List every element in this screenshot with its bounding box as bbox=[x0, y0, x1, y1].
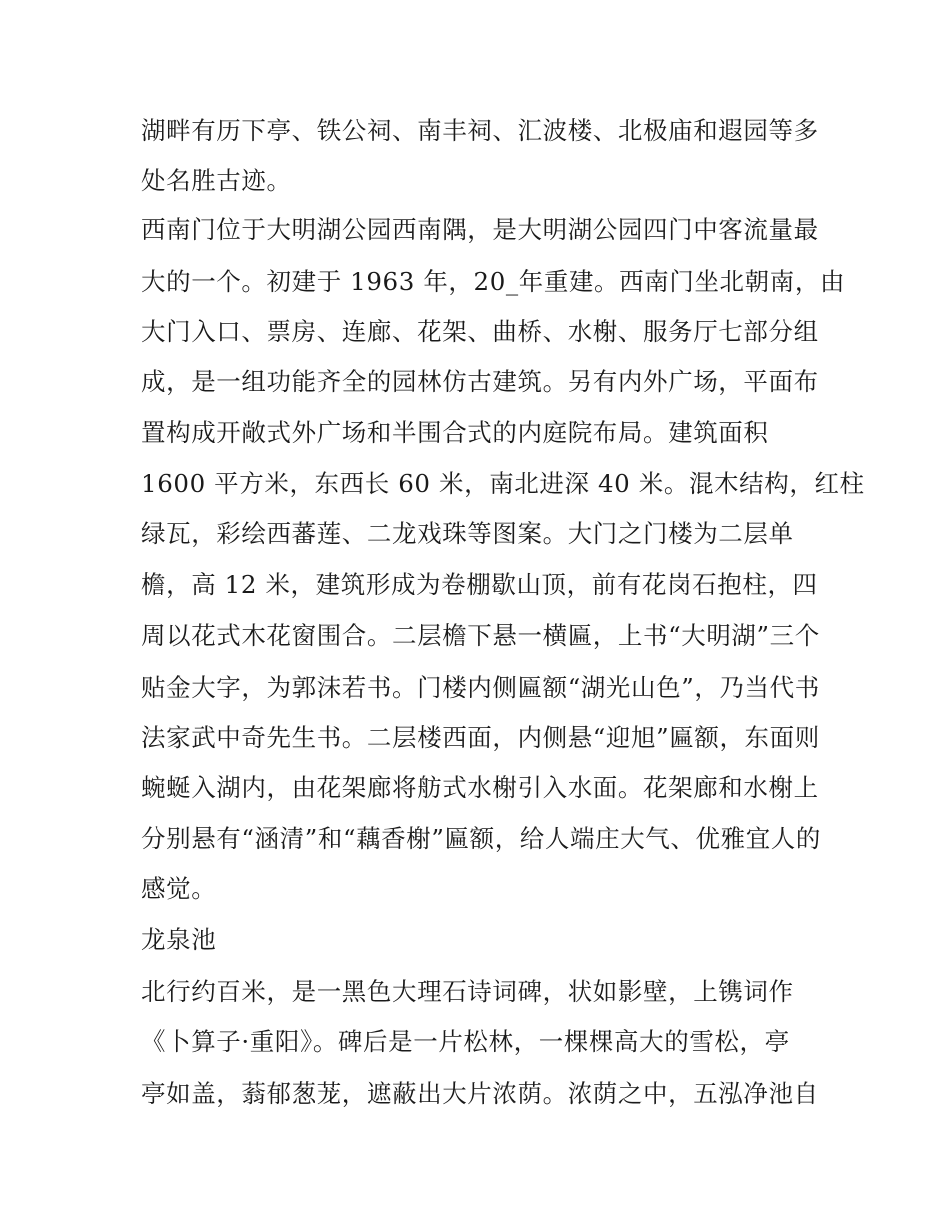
text-line: 置构成开敞式外广场和半围合式的内庭院布局。建筑面积 bbox=[141, 418, 769, 447]
text-line: 檐，高 12 米，建筑形成为卷棚歇山顶，前有花岗石抱柱，四 bbox=[141, 570, 818, 599]
text-line: 绿瓦，彩绘西蕃莲、二龙戏珠等图案。大门之门楼为二层单 bbox=[141, 519, 794, 548]
section-heading: 龙泉池 bbox=[141, 925, 217, 954]
text-line: 湖畔有历下亭、铁公祠、南丰祠、汇波楼、北极庙和遐园等多 bbox=[141, 116, 819, 145]
text-line: 蜿蜒入湖内，由花架廊将舫式水榭引入水面。花架廊和水榭上 bbox=[141, 773, 819, 802]
text-line: 《卜算子·重阳》。碑后是一片松林，一棵棵高大的雪松，亭 bbox=[141, 1027, 790, 1056]
text-line: 法家武中奇先生书。二层楼西面，内侧悬“迎旭”匾额，东面则 bbox=[141, 723, 820, 752]
text-line: 分别悬有“涵清”和“藕香榭”匾额，给人端庄大气、优雅宜人的 bbox=[141, 824, 821, 853]
text-line: 处名胜古迹。 bbox=[141, 166, 292, 195]
text-line: 周以花式木花窗围合。二层檐下悬一横匾，上书“大明湖”三个 bbox=[141, 621, 820, 650]
text-line: 亭如盖，蓊郁葱茏，遮蔽出大片浓荫。浓荫之中，五泓净池自 bbox=[141, 1079, 819, 1108]
text-line: 感觉。 bbox=[141, 874, 217, 903]
text-line: 大门入口、票房、连廊、花架、曲桥、水榭、服务厅七部分组 bbox=[141, 317, 819, 346]
text-line: 西南门位于大明湖公园西南隅，是大明湖公园四门中客流量最 bbox=[141, 215, 819, 244]
text-line: 北行约百米，是一黑色大理石诗词碑，状如影壁，上镌词作 bbox=[141, 977, 794, 1006]
text-line: 成，是一组功能齐全的园林仿古建筑。另有内外广场，平面布 bbox=[141, 367, 819, 396]
text-line: 大的一个。初建于 1963 年，20_年重建。西南门坐北朝南，由 bbox=[141, 267, 846, 296]
text-line: 1600 平方米，东西长 60 米，南北进深 40 米。混木结构，红柱 bbox=[141, 469, 865, 498]
text-line: 贴金大字，为郭沫若书。门楼内侧匾额“湖光山色”，乃当代书 bbox=[141, 673, 820, 702]
